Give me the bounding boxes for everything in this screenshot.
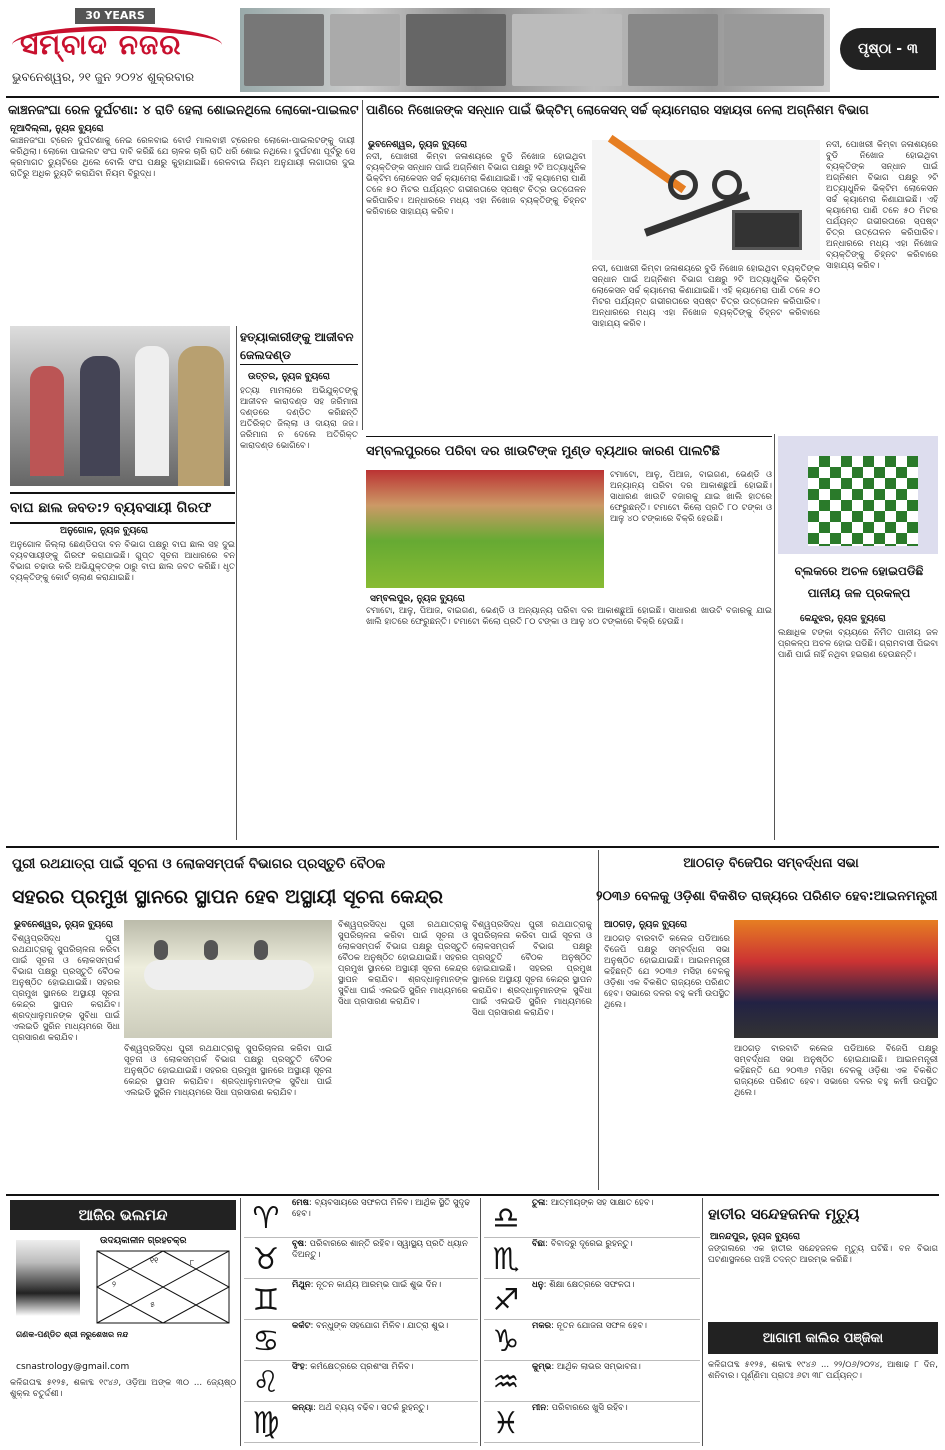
zodiac-row: ♒ କୁମ୍ଭ: ଆର୍ଥିକ ଲାଭର ସମ୍ଭାବନା। [484,1362,700,1402]
water-tank-photo [778,436,938,554]
rathyatra-body-cont: ବିଶ୍ୱପ୍ରସିଦ୍ଧ ପୁରୀ ରଥଯାତ୍ରାକୁ ସୁପରିଚାଳନା କରିବା ପାଇଁ ସୂଚନା ଓ ଲୋକସମ୍ପର୍କ ବିଭାଗ ପକ୍ଷରୁ ପ୍ରସ୍ତୁତି ବୈଠକ ଅନୁଷ୍ଠିତ ହୋଇଯାଇଛି। ସହରର ପ୍ରମୁଖ ସ୍ଥାନରେ ଅସ୍ଥାୟୀ ସୂଚନା କେନ୍ଦ୍ର ସ୍ଥାପନ କରାଯିବ। ଶ୍ରଦ୍ଧାଳୁମାନଙ୍କ ସୁବିଧା ପାଇଁ ଏଲଇଡି ସ୍କ୍ରିନ ମାଧ୍ୟମରେ ସିଧା ପ୍ରସାରଣ କରାଯିବ। [124,1044,332,1098]
athgarh-byline: ଆଠଗଡ଼, ନ୍ୟୁଜ ବ୍ୟୁରୋ [604,920,688,930]
meeting-photo [124,920,332,1038]
zodiac-text: ଶିକ୍ଷା କ୍ଷେତ୍ରରେ ସଫଳତା। [549,1280,635,1290]
zodiac-name: କନ୍ୟା [292,1403,314,1413]
rathyatra-kicker: ପୁରୀ ରଥଯାତ୍ରା ପାଇଁ ସୂଚନା ଓ ଲୋକସମ୍ପର୍କ ବିଭାଗର ପ୍ରସ୍ତୁତି ବୈଠକ [12,856,386,872]
panjika-tomorrow-title: ଆଗାମୀ କାଲିର ପଞ୍ଜିକା [708,1322,938,1354]
masthead-banner-image [240,8,830,92]
fire-body-cont: ନଦୀ, ପୋଖରୀ କିମ୍ବା ଜଳାଶୟରେ ବୁଡି ନିଖୋଜ ହୋଇଥିବା ବ୍ୟକ୍ତିଙ୍କ ସନ୍ଧାନ ପାଇଁ ଅଗ୍ନିଶମ ବିଭାଗ ପକ୍ଷରୁ ୨ଟି ଅତ୍ୟାଧୁନିକ ଭିକ୍ଟିମ ଲୋକେସନ ସର୍ଚ୍ଚ କ୍ୟାମେରା କିଣାଯାଇଛି। ଏହି କ୍ୟାମେରା ପାଣି ତଳେ ୫୦ ମିଟର ପର୍ଯ୍ୟନ୍ତ ଗଭୀରତାରେ ସ୍ପଷ୍ଟ ଚିତ୍ର ଉତ୍ତୋଳନ କରିପାରିବ। ଅନ୍ଧାରରେ ମଧ୍ୟ ଏହା ନିଖୋଜ ବ୍ୟକ୍ତିଙ୍କୁ ଚିହ୍ନଟ କରିବାରେ ସାହାଯ୍ୟ କରିବ। [592,264,820,329]
zodiac-row: ♓ ମୀନ: ପରିବାରରେ ଖୁସି ରହିବ। [484,1403,700,1443]
horoscope-title: ଆଜିର ଭଲମନ୍ଦ [10,1200,236,1230]
rathyatra-headline: ସହରର ପ୍ରମୁଖ ସ୍ଥାନରେ ସ୍ଥାପନ ହେବ ଅସ୍ଥାୟୀ ସୂଚନା କେନ୍ଦ୍ର [12,886,444,908]
zodiac-icon: ♎ [492,1200,520,1236]
zodiac-text: ବନ୍ଧୁଙ୍କ ସହଯୋଗ ମିଳିବ। ଯାତ୍ରା ଶୁଭ। [316,1321,449,1331]
rail-body: କାଞ୍ଚନଜଂଘା ଟ୍ରେନ ଦୁର୍ଘଟଣାକୁ ନେଇ ରେଳବାଇ ବୋର୍ଡ ମାଲବାହୀ ଟ୍ରେନର ଲୋକୋ-ପାଇଲଟଙ୍କୁ ଦାୟୀ କରିଥିଲା। ଲୋକୋ ପାଇଲଟ ସଂଘ ଦାବି କରିଛି ଯେ ଚାଳକ ଚାରି ରାତି ଧରି ଶୋଇ ନଥିଲେ। ଦୁର୍ଘଟଣା ପୂର୍ବରୁ ସେ କ୍ରମାଗତ ଡ୍ୟୁଟିରେ ଥିଲେ ବୋଲି ସଂଘ ପକ୍ଷରୁ କୁହାଯାଇଛି। ରେଳବାଇ ନିୟମ ଅନୁଯାୟୀ ଲଗାତାର ଦୁଇ ରାତିରୁ ଅଧିକ ଡ୍ୟୁଟି କରାଯିବା ନିୟମ ବିରୁଦ୍ଧ। [10,136,355,179]
chart-cell: ୨ [112,1280,116,1289]
zodiac-name: ଧନୁ [532,1280,544,1290]
zodiac-row: ♐ ଧନୁ: ଶିକ୍ଷା କ୍ଷେତ୍ରରେ ସଫଳତା। [484,1280,700,1320]
water-body: ଲକ୍ଷାଧିକ ଟଙ୍କା ବ୍ୟୟରେ ନିର୍ମିତ ପାନୀୟ ଜଳ ପ୍ରକଳ୍ପ ଅଚଳ ହୋଇ ପଡିଛି। ଗ୍ରାମବାସୀ ପିଇବା ପାଣି ପାଇଁ ନାହିଁ ନଥିବା ହଇରାଣ ହେଉଛନ୍ତି। [778,628,938,660]
person-figure [30,366,64,476]
zodiac-icon: ♍ [252,1405,280,1441]
zodiac-icon: ♈ [252,1200,280,1236]
athgarh-body-cont: ଆଠଗଡ଼ ବାରବାଟି କଲେଜ ପଡିଆରେ ବିଜେପି ପକ୍ଷରୁ ସମ୍ବର୍ଦ୍ଧନା ସଭା ଅନୁଷ୍ଠିତ ହୋଇଯାଇଛି। ଆଇନମନ୍ତ୍ରୀ କହିଛନ୍ତି ଯେ ୨୦୩୬ ମସିହା ବେଳକୁ ଓଡ଼ିଶା ଏକ ବିକଶିତ ରାଜ୍ୟରେ ପରିଣତ ହେବ। ସଭାରେ ଦଳର ବହୁ କର୍ମୀ ଉପସ୍ଥିତ ଥିଲେ। [734,1044,938,1098]
person-figure [135,346,169,476]
dateline: ଭୁବନେଶ୍ୱର, ୨୧ ଜୁନ ୨୦୨୪ ଶୁକ୍ରବାର [12,70,195,84]
murder-body: ହତ୍ୟା ମାମଲାରେ ଅଭିଯୁକ୍ତଙ୍କୁ ଆଜୀବନ କାରାଦଣ୍ଡ ସହ ଜରିମାନା ଦଣ୍ଡରେ ଦଣ୍ଡିତ କରିଛନ୍ତି ଅତିରିକ୍ତ ଜିଲ୍ଲା ଓ ଦାୟରା ଜଜ। ଜରିମାନା ନ ଦେଲେ ଅତିରିକ୍ତ କାରାଦଣ୍ଡ ଭୋଗିବେ। [240,386,358,451]
vegetable-body-cont: ଟମାଟୋ, ଆଳୁ, ପିଆଜ, ବାଇଗଣ, ଭେଣ୍ଡି ଓ ଅନ୍ୟାନ୍ୟ ପରିବା ଦର ଆକାଶଛୁଆଁ ହୋଇଛି। ସାଧାରଣ ଖାଉଟି ବଜାରକୁ ଯାଇ ଖାଲି ହାତରେ ଫେରୁଛନ୍ତି। ଟମାଟୋ କିଲୋ ପ୍ରତି ୮୦ ଟଙ୍କା ଓ ଆଳୁ ୪୦ ଟଙ୍କାରେ ବିକ୍ରି ହେଉଛି। [366,606,772,627]
murder-headline: ହତ୍ୟାକାରୀଙ୍କୁ ଆଜୀବନ ଜେଲଦଣ୍ଡ [240,328,358,365]
vegetable-market-photo [366,470,604,588]
zodiac-text: ନୂତନ କାର୍ଯ୍ୟ ଆରମ୍ଭ ପାଇଁ ଶୁଭ ଦିନ। [316,1280,442,1290]
fire-body: ନଦୀ, ପୋଖରୀ କିମ୍ବା ଜଳାଶୟରେ ବୁଡି ନିଖୋଜ ହୋଇଥିବା ବ୍ୟକ୍ତିଙ୍କ ସନ୍ଧାନ ପାଇଁ ଅଗ୍ନିଶମ ବିଭାଗ ପକ୍ଷରୁ ୨ଟି ଅତ୍ୟାଧୁନିକ ଭିକ୍ଟିମ ଲୋକେସନ ସର୍ଚ୍ଚ କ୍ୟାମେରା କିଣାଯାଇଛି। ଏହି କ୍ୟାମେରା ପାଣି ତଳେ ୫୦ ମିଟର ପର୍ଯ୍ୟନ୍ତ ଗଭୀରତାରେ ସ୍ପଷ୍ଟ ଚିତ୍ର ଉତ୍ତୋଳନ କରିପାରିବ। ଅନ୍ଧାରରେ ମଧ୍ୟ ଏହା ନିଖୋଜ ବ୍ୟକ୍ତିଙ୍କୁ ଚିହ୍ନଟ କରିବାରେ ସାହାଯ୍ୟ କରିବ। [366,152,586,217]
elephant-headline: ହାତୀର ସନ୍ଦେହଜନକ ମୃତ୍ୟୁ [708,1205,860,1223]
zodiac-name: କର୍କଟ [292,1321,311,1331]
horoscope-chart-title: ଉଦୟକାଳୀନ ଗ୍ରହଚକ୍ର [100,1236,187,1246]
tiger-headline: ବାଘ ଛାଲ ଜବତ:୨ ବ୍ୟବସାୟୀ ଗିରଫ [10,492,235,524]
astrologer-email[interactable]: csnastrology@gmail.com [16,1362,130,1372]
rathyatra-byline: ଭୁବନେଶ୍ୱର, ନ୍ୟୁଜ ବ୍ୟୁରୋ [14,920,114,930]
murder-byline: ଉତ୍ତର, ନ୍ୟୁଜ ବ୍ୟୁରୋ [248,372,330,382]
page-number-badge: ପୃଷ୍ଠା - ୩ [840,28,936,70]
zodiac-name: ମେଷ [292,1198,309,1208]
zodiac-icon: ♑ [492,1323,520,1359]
zodiac-name: ବିଛା [532,1239,546,1249]
zodiac-text: ଆତ୍ମୀୟଙ୍କ ସହ ସାକ୍ଷାତ ହେବ। [550,1198,654,1208]
astrologer-photo [16,1240,80,1316]
zodiac-row: ♊ ମିଥୁନ: ନୂତନ କାର୍ଯ୍ୟ ଆରମ୍ଭ ପାଇଁ ଶୁଭ ଦିନ। [244,1280,478,1320]
zodiac-text: ଅର୍ଥ ବ୍ୟୟ ବଢିବ। ସତର୍କ ରୁହନ୍ତୁ। [318,1403,429,1413]
zodiac-row: ♈ ମେଷ: ବ୍ୟବସାୟରେ ସଫଳତା ମିଳିବ। ଆର୍ଥିକ ସ୍ଥିତି ସୁଦୃଢ ହେବ। [244,1198,478,1238]
zodiac-row: ♎ ତୁଳା: ଆତ୍ମୀୟଙ୍କ ସହ ସାକ୍ଷାତ ହେବ। [484,1198,700,1238]
fire-headline: ପାଣିରେ ନିଖୋଜଙ୍କ ସନ୍ଧାନ ପାଇଁ ଭିକ୍ଟିମ୍ ଲୋକେସନ୍ ସର୍ଚ୍ଚ କ୍ୟାମେରାର ସହାୟତା ନେଲା ଅଗ୍ନିଶମ ବିଭାଗ [366,102,869,117]
zodiac-icon: ♒ [492,1364,520,1400]
panjika-tomorrow-text: କଳିଗତାବ୍ଦ ୫୧୨୫, ଶକାବ୍ଦ ୧୯୪୬ ... ୨୨/୦୬/୨୦୨୪, ଆଷାଢ ୮ ଦିନ, ଶନିବାର। ପୂର୍ଣ୍ଣିମା ପ୍ରାତଃ ୬ଟା ୩୮ ପର୍ଯ୍ୟନ୍ତ। [708,1360,938,1381]
zodiac-row: ♍ କନ୍ୟା: ଅର୍ଥ ବ୍ୟୟ ବଢିବ। ସତର୍କ ରୁହନ୍ତୁ। [244,1403,478,1443]
athgarh-body: ଆଠଗଡ଼ ବାରବାଟି କଲେଜ ପଡିଆରେ ବିଜେପି ପକ୍ଷରୁ ସମ୍ବର୍ଦ୍ଧନା ସଭା ଅନୁଷ୍ଠିତ ହୋଇଯାଇଛି। ଆଇନମନ୍ତ୍ରୀ କହିଛନ୍ତି ଯେ ୨୦୩୬ ମସିହା ବେଳକୁ ଓଡ଼ିଶା ଏକ ବିକଶିତ ରାଜ୍ୟରେ ପରିଣତ ହେବ। ସଭାରେ ଦଳର ବହୁ କର୍ମୀ ଉପସ୍ଥିତ ଥିଲେ। [604,934,730,1010]
vegetable-body: ଟମାଟୋ, ଆଳୁ, ପିଆଜ, ବାଇଗଣ, ଭେଣ୍ଡି ଓ ଅନ୍ୟାନ୍ୟ ପରିବା ଦର ଆକାଶଛୁଆଁ ହୋଇଛି। ସାଧାରଣ ଖାଉଟି ବଜାରକୁ ଯାଇ ଖାଲି ହାତରେ ଫେରୁଛନ୍ତି। ଟମାଟୋ କିଲୋ ପ୍ରତି ୮୦ ଟଙ୍କା ଓ ଆଳୁ ୪୦ ଟଙ୍କାରେ ବିକ୍ରି ହେଉଛି। [610,470,772,524]
person-figure [80,356,120,476]
planet-chart [96,1250,230,1324]
zodiac-icon: ♊ [252,1282,280,1318]
athgarh-kicker: ଆଠଗଡ଼ ବିଜେପିର ସମ୍ବର୍ଦ୍ଧନା ସଭା [683,856,859,871]
tiger-skin-photo [10,326,230,486]
panjika-today: କଳିଗତାବ୍ଦ ୫୧୨୫, ଶକାବ୍ଦ ୧୯୪୬, ଓଡ଼ିଆ ଅଙ୍କ ୩୦ ... ଜ୍ୟେଷ୍ଠ ଶୁକ୍ଲ ଚତୁର୍ଦ୍ଦଶୀ। [10,1378,236,1399]
water-byline: କେନ୍ଦୁଝର, ନ୍ୟୁଜ ବ୍ୟୁରୋ [800,614,886,624]
zodiac-row: ♋ କର୍କଟ: ବନ୍ଧୁଙ୍କ ସହଯୋଗ ମିଳିବ। ଯାତ୍ରା ଶୁଭ। [244,1321,478,1361]
zodiac-text: ପରିବାରରେ ଶାନ୍ତି ରହିବ। ସ୍ୱାସ୍ଥ୍ୟ ପ୍ରତି ଧ୍ୟାନ ଦିଅନ୍ତୁ। [292,1239,468,1260]
chart-cell: ୧୧ [150,1256,159,1265]
vegetable-byline: ସମ୍ବଲପୁର, ନ୍ୟୁଜ ବ୍ୟୁରୋ [370,594,465,604]
zodiac-text: ଆର୍ଥିକ ଲାଭର ସମ୍ଭାବନା। [556,1362,641,1372]
zodiac-name: ତୁଳା [532,1198,546,1208]
rail-headline: କାଞ୍ଚନଜଂଘା ରେଳ ଦୁର୍ଘଟଣା: ୪ ରାତି ହେଲା ଶୋଇନଥିଲେ ଲୋକୋ-ପାଇଲଟ [8,102,359,117]
tiger-body: ଅନୁଗୋଳ ଜିଲ୍ଲା ଛେଣ୍ଡିପଦା ବନ ବିଭାଗ ପକ୍ଷରୁ ବାଘ ଛାଲ ସହ ଦୁଇ ବ୍ୟବସାୟୀଙ୍କୁ ଗିରଫ କରାଯାଇଛି। ଗୁପ୍ତ ସୂଚନା ଆଧାରରେ ବନ ବିଭାଗ ଚଢାଉ କରି ଅଭିଯୁକ୍ତଙ୍କ ଠାରୁ ବାଘ ଛାଲ ଜବତ କରିଛି। ଧୃତ ବ୍ୟକ୍ତିଙ୍କୁ କୋର୍ଟ ଚାଲାଣ କରାଯାଇଛି। [10,540,235,583]
athgarh-headline: ୨୦୩୬ ବେଳକୁ ଓଡ଼ିଶା ବିକଶିତ ରାଜ୍ୟରେ ପରିଣତ ହେବ:ଆଇନମନ୍ତ୍ରୀ [596,889,938,904]
rathyatra-body-cont2: ବିଶ୍ୱପ୍ରସିଦ୍ଧ ପୁରୀ ରଥଯାତ୍ରାକୁ ସୁପରିଚାଳନା କରିବା ପାଇଁ ସୂଚନା ଓ ଲୋକସମ୍ପର୍କ ବିଭାଗ ପକ୍ଷରୁ ପ୍ରସ୍ତୁତି ବୈଠକ ଅନୁଷ୍ଠିତ ହୋଇଯାଇଛି। ସହରର ପ୍ରମୁଖ ସ୍ଥାନରେ ଅସ୍ଥାୟୀ ସୂଚନା କେନ୍ଦ୍ର ସ୍ଥାପନ କରାଯିବ। ଶ୍ରଦ୍ଧାଳୁମାନଙ୍କ ସୁବିଧା ପାଇଁ ଏଲଇଡି ସ୍କ୍ରିନ ମାଧ୍ୟମରେ ସିଧା ପ୍ରସାରଣ କରାଯିବ। [338,920,468,1007]
zodiac-row: ♌ ସିଂହ: କର୍ମକ୍ଷେତ୍ରରେ ପ୍ରଶଂସା ମିଳିବ। [244,1362,478,1402]
zodiac-icon: ♋ [252,1323,280,1359]
zodiac-name: ମୀନ [532,1403,547,1413]
signs-right [484,1198,700,1446]
elephant-body: ଜଙ୍ଗଲରେ ଏକ ହାତୀର ସନ୍ଦେହଜନକ ମୃତ୍ୟୁ ଘଟିଛି। ବନ ବିଭାଗ ଘଟଣାସ୍ଥଳରେ ପହଞ୍ଚି ତଦନ୍ତ ଆରମ୍ଭ କରିଛି। [708,1244,938,1265]
zodiac-icon: ♐ [492,1282,520,1318]
zodiac-name: କୁମ୍ଭ [532,1362,552,1372]
police-figure [178,346,224,486]
zodiac-icon: ♏ [492,1241,520,1277]
zodiac-icon: ♌ [252,1364,280,1400]
zodiac-name: ସିଂହ [292,1362,305,1372]
search-camera-photo [592,140,820,260]
zodiac-text: ପରିବାରରେ ଖୁସି ରହିବ। [551,1403,628,1413]
zodiac-text: ବ୍ୟବସାୟରେ ସଫଳତା ମିଳିବ। ଆର୍ଥିକ ସ୍ଥିତି ସୁଦୃଢ ହେବ। [292,1198,471,1219]
bjp-meeting-photo [734,920,938,1038]
masthead-rule [6,96,939,98]
zodiac-text: ନୂତନ ଯୋଜନା ସଫଳ ହେବ। [556,1321,647,1331]
rathyatra-body: ବିଶ୍ୱପ୍ରସିଦ୍ଧ ପୁରୀ ରଥଯାତ୍ରାକୁ ସୁପରିଚାଳନା କରିବା ପାଇଁ ସୂଚନା ଓ ଲୋକସମ୍ପର୍କ ବିଭାଗ ପକ୍ଷରୁ ପ୍ରସ୍ତୁତି ବୈଠକ ଅନୁଷ୍ଠିତ ହୋଇଯାଇଛି। ସହରର ପ୍ରମୁଖ ସ୍ଥାନରେ ଅସ୍ଥାୟୀ ସୂଚନା କେନ୍ଦ୍ର ସ୍ଥାପନ କରାଯିବ। ଶ୍ରଦ୍ଧାଳୁମାନଙ୍କ ସୁବିଧା ପାଇଁ ଏଲଇଡି ସ୍କ୍ରିନ ମାଧ୍ୟମରେ ସିଧା ପ୍ରସାରଣ କରାଯିବ। [12,934,120,1043]
tiger-byline: ଅନୁଗୋଳ, ନ୍ୟୁଜ ବ୍ୟୁରୋ [60,526,149,536]
zodiac-name: ମକର [532,1321,552,1331]
zodiac-text: ବିବାଦରୁ ଦୂରେଇ ରୁହନ୍ତୁ। [550,1239,633,1249]
astrologer-name: ଗଣକ-ପଣ୍ଡିତ ଶ୍ରୀ ନରୁଶେଖର ନନ୍ଦ [16,1330,129,1339]
rail-byline: ନୂଆଦିଲ୍ଲୀ, ନ୍ୟୁଜ ବ୍ୟୁରୋ [10,124,104,134]
chart-cell: ୮ [190,1258,195,1267]
years-badge: 30 YEARS [75,8,155,24]
masthead [0,0,945,96]
fire-body-cont2: ନଦୀ, ପୋଖରୀ କିମ୍ବା ଜଳାଶୟରେ ବୁଡି ନିଖୋଜ ହୋଇଥିବା ବ୍ୟକ୍ତିଙ୍କ ସନ୍ଧାନ ପାଇଁ ଅଗ୍ନିଶମ ବିଭାଗ ପକ୍ଷରୁ ୨ଟି ଅତ୍ୟାଧୁନିକ ଭିକ୍ଟିମ ଲୋକେସନ ସର୍ଚ୍ଚ କ୍ୟାମେରା କିଣାଯାଇଛି। ଏହି କ୍ୟାମେରା ପାଣି ତଳେ ୫୦ ମିଟର ପର୍ଯ୍ୟନ୍ତ ଗଭୀରତାରେ ସ୍ପଷ୍ଟ ଚିତ୍ର ଉତ୍ତୋଳନ କରିପାରିବ। ଅନ୍ଧାରରେ ମଧ୍ୟ ଏହା ନିଖୋଜ ବ୍ୟକ୍ତିଙ୍କୁ ଚିହ୍ନଟ କରିବାରେ ସାହାଯ୍ୟ କରିବ। [826,140,938,271]
zodiac-name: ବୃଷ [292,1239,305,1249]
zodiac-row: ♏ ବିଛା: ବିବାଦରୁ ଦୂରେଇ ରୁହନ୍ତୁ। [484,1239,700,1279]
chart-cell: ୫ [150,1300,155,1309]
rathyatra-body-cont3: ବିଶ୍ୱପ୍ରସିଦ୍ଧ ପୁରୀ ରଥଯାତ୍ରାକୁ ସୁପରିଚାଳନା କରିବା ପାଇଁ ସୂଚନା ଓ ଲୋକସମ୍ପର୍କ ବିଭାଗ ପକ୍ଷରୁ ପ୍ରସ୍ତୁତି ବୈଠକ ଅନୁଷ୍ଠିତ ହୋଇଯାଇଛି। ସହରର ପ୍ରମୁଖ ସ୍ଥାନରେ ଅସ୍ଥାୟୀ ସୂଚନା କେନ୍ଦ୍ର ସ୍ଥାପନ କରାଯିବ। ଶ୍ରଦ୍ଧାଳୁମାନଙ୍କ ସୁବିଧା ପାଇଁ ଏଲଇଡି ସ୍କ୍ରିନ ମାଧ୍ୟମରେ ସିଧା ପ୍ରସାରଣ କରାଯିବ। [472,920,592,1018]
signs-left [244,1198,478,1446]
water-headline: ବ୍ଲକରେ ଅଚଳ ହୋଇପଡିଛି ପାନୀୟ ଜଳ ପ୍ରକଳ୍ପ [794,564,924,600]
vegetable-headline: ସମ୍ବଲପୁରରେ ପରିବା ଦର ଖାଉଟିଙ୍କ ମୁଣ୍ଡ ବ୍ୟଥାର କାରଣ ପାଲଟିଛି [366,436,772,467]
zodiac-icon: ♓ [492,1405,520,1441]
zodiac-row: ♑ ମକର: ନୂତନ ଯୋଜନା ସଫଳ ହେବ। [484,1321,700,1361]
masthead-logo: ସମ୍ବାଦ ନଜର [20,28,182,61]
elephant-byline: ଆନନ୍ଦପୁର, ନ୍ୟୁଜ ବ୍ୟୁରୋ [710,1232,801,1242]
zodiac-text: କର୍ମକ୍ଷେତ୍ରରେ ପ୍ରଶଂସା ମିଳିବ। [310,1362,414,1372]
zodiac-name: ମିଥୁନ [292,1280,311,1290]
zodiac-row: ♉ ବୃଷ: ପରିବାରରେ ଶାନ୍ତି ରହିବ। ସ୍ୱାସ୍ଥ୍ୟ ପ୍ରତି ଧ୍ୟାନ ଦିଅନ୍ତୁ। [244,1239,478,1279]
fire-byline: ଭୁବନେଶ୍ୱର, ନ୍ୟୁଜ ବ୍ୟୁରୋ [368,140,468,150]
zodiac-icon: ♉ [252,1241,280,1277]
